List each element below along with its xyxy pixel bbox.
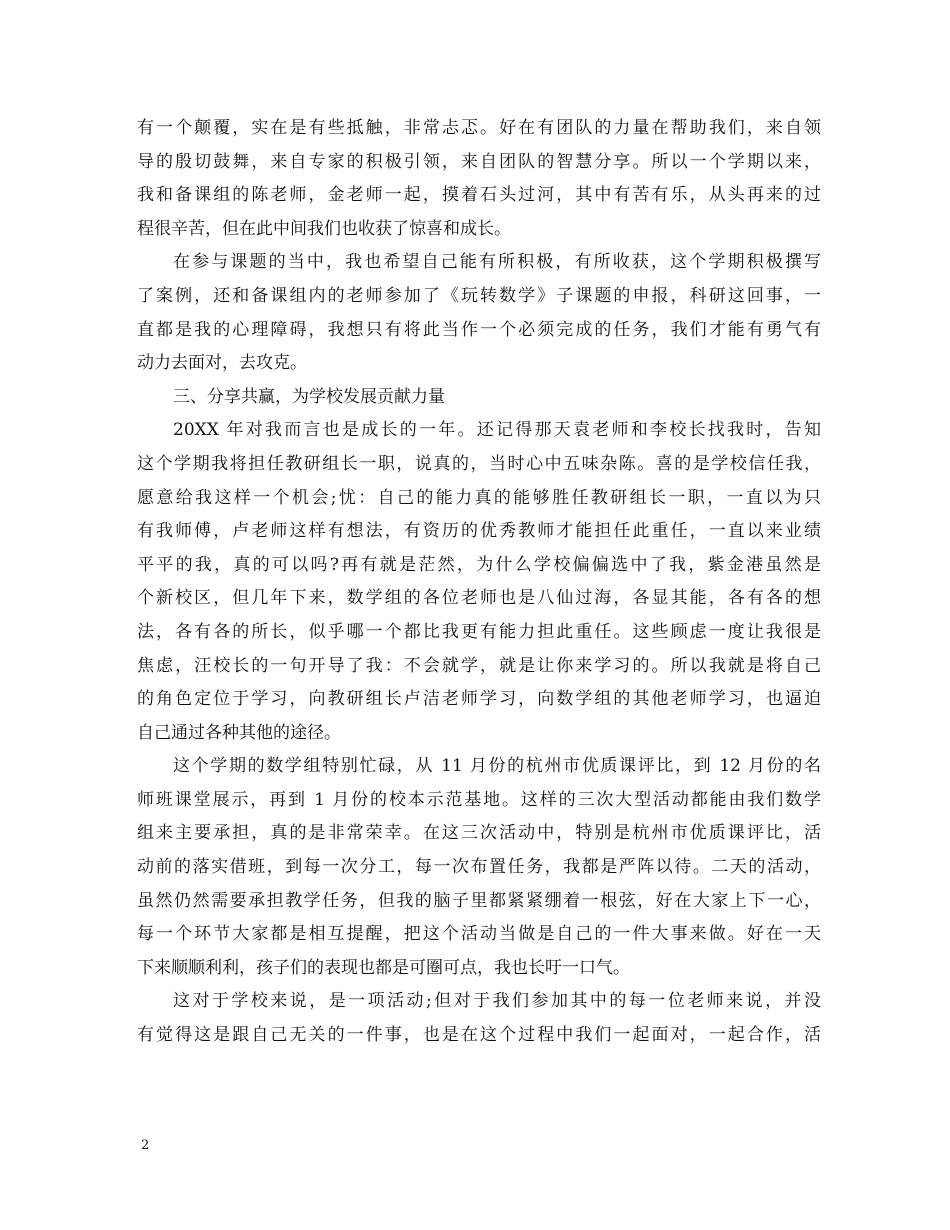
page-number: 2 [141, 1138, 150, 1153]
text-line: 这个学期我将担任教研组长一职，说真的，当时心中五味杂陈。喜的是学校信任我， [137, 453, 821, 474]
text-line: 有觉得这是跟自己无关的一件事，也是在这个过程中我们一起面对，一起合作，活 [137, 1025, 821, 1046]
text-line: 焦虑，汪校长的一句开导了我：不会就学，就是让你来学习的。所以我就是将自己 [137, 655, 821, 676]
text-line: 有一个颠覆，实在是有些抵触，非常忐忑。好在有团队的力量在帮助我们，来自领 [137, 118, 821, 138]
text-line: 动前的落实借班，到每一次分工，每一次布置任务，我都是严阵以待。二天的活动， [137, 857, 821, 878]
paragraph [137, 112, 821, 246]
text-line: 程很辛苦，但在此中间我们也收获了惊喜和成长。 [137, 218, 511, 239]
text-line: 直都是我的心理障碍，我想只有将此当作一个必须完成的任务，我们才能有勇气有 [137, 319, 821, 340]
text-line: 这对于学校来说，是一项活动;但对于我们参加其中的每一位老师来说，并没 [173, 991, 821, 1012]
text-line: 下来顺顺利利，孩子们的表现也都是可圈可点，我也长吁一口气。 [137, 957, 630, 978]
text-line: 在参与课题的当中，我也希望自己能有所积极，有所收获，这个学期积极撰写 [173, 252, 821, 273]
text-line: 导的殷切鼓舞，来自专家的积极引领，来自团队的智慧分享。所以一个学期以来， [137, 151, 821, 172]
document-body [137, 112, 821, 1053]
text-line: 平平的我，真的可以吗?再有就是茫然，为什么学校偏偏选中了我，紫金港虽然是 [137, 554, 821, 575]
text-line: 有我师傅，卢老师这样有想法，有资历的优秀教师才能担任此重任，一直以来业绩 [137, 521, 821, 542]
text-line: 自己通过各种其他的途径。 [137, 722, 341, 743]
text-line: 每一个环节大家都是相互提醒，把这个活动当做是自己的一件大事来做。好在一天 [137, 924, 821, 945]
text-line: 师班课堂展示，再到 1 月份的校本示范基地。这样的三次大型活动都能由我们数学 [137, 789, 821, 810]
text-line: 动力去面对，去攻克。 [137, 353, 307, 374]
text-line: 的角色定位于学习，向教研组长卢洁老师学习，向数学组的其他老师学习，也逼迫 [137, 689, 821, 710]
paragraph [137, 750, 821, 985]
text-line: 20XX 年对我而言也是成长的一年。还记得那天袁老师和李校长找我时，告知 [173, 420, 821, 441]
paragraph [137, 985, 821, 1052]
section-heading-text: 三、分享共赢，为学校发展贡献力量 [173, 386, 445, 407]
text-line: 组来主要承担，真的是非常荣幸。在这三次活动中，特别是杭州市优质课评比，活 [137, 823, 821, 844]
paragraph [137, 246, 821, 380]
text-line: 虽然仍然需要承担教学任务，但我的脑子里都紧紧绷着一根弦，好在大家上下一心， [137, 890, 821, 911]
section-heading [137, 381, 821, 415]
text-line: 这个学期的数学组特别忙碌，从 11 月份的杭州市优质课评比，到 12 月份的名 [173, 756, 821, 777]
text-line: 法，各有各的所长，似乎哪一个都比我更有能力担此重任。这些顾虑一度让我很是 [137, 621, 821, 642]
text-line: 个新校区，但几年下来，数学组的各位老师也是八仙过海，各显其能，各有各的想 [137, 588, 821, 609]
text-line: 愿意给我这样一个机会;忧：自己的能力真的能够胜任教研组长一职，一直以为只 [137, 487, 821, 508]
text-line: 我和备课组的陈老师，金老师一起，摸着石头过河，其中有苦有乐，从头再来的过 [137, 185, 821, 206]
text-line: 了案例，还和备课组内的老师参加了《玩转数学》子课题的申报，科研这回事，一 [137, 285, 821, 306]
paragraph [137, 414, 821, 750]
